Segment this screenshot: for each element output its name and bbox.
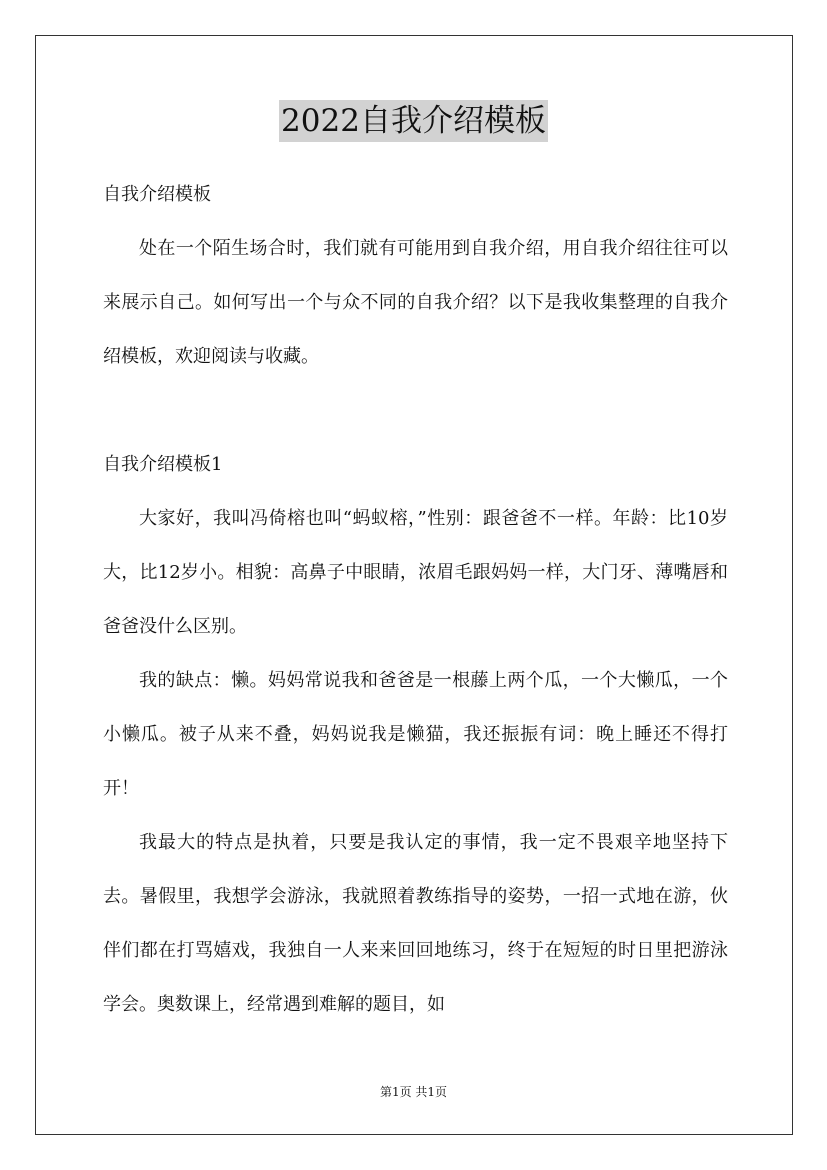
paragraph: 大家好，我叫冯倚榕也叫“蚂蚁榕，”性别：跟爸爸不一样。年龄：比10岁大，比12岁小。相貌：高鼻子中眼睛，浓眉毛跟妈妈一样，大门牙、薄嘴唇和爸爸没什么区别。 <box>103 508 728 637</box>
section-heading-intro: 自我介绍模板 <box>103 184 211 205</box>
section-heading-template-1: 自我介绍模板1 <box>103 454 223 475</box>
paragraph: 处在一个陌生场合时，我们就有可能用到自我介绍，用自我介绍往往可以来展示自己。如何写出一个与众不同的自我介绍？以下是我收集整理的自我介绍模板，欢迎阅读与收藏。 <box>103 238 728 367</box>
document-title: 2022自我介绍模板 <box>279 100 548 142</box>
document-body <box>103 168 728 1032</box>
page-footer: 第1页 共1页 <box>379 1085 448 1099</box>
spacer <box>103 384 728 438</box>
title-wrap <box>0 100 827 142</box>
paragraph: 我最大的特点是执着，只要是我认定的事情，我一定不畏艰辛地坚持下去。暑假里，我想学会游泳，我就照着教练指导的姿势，一招一式地在游，伙伴们都在打骂嬉戏，我独自一人来来回回地练习，终于在短短的时日里把游泳学会。奥数课上，经常遇到难解的题目，如 <box>103 832 728 1015</box>
paragraph: 我的缺点：懒。妈妈常说我和爸爸是一根藤上两个瓜，一个大懒瓜，一个小懒瓜。被子从来不叠，妈妈说我是懒猫，我还振振有词：晚上睡还不得打开！ <box>103 670 728 799</box>
